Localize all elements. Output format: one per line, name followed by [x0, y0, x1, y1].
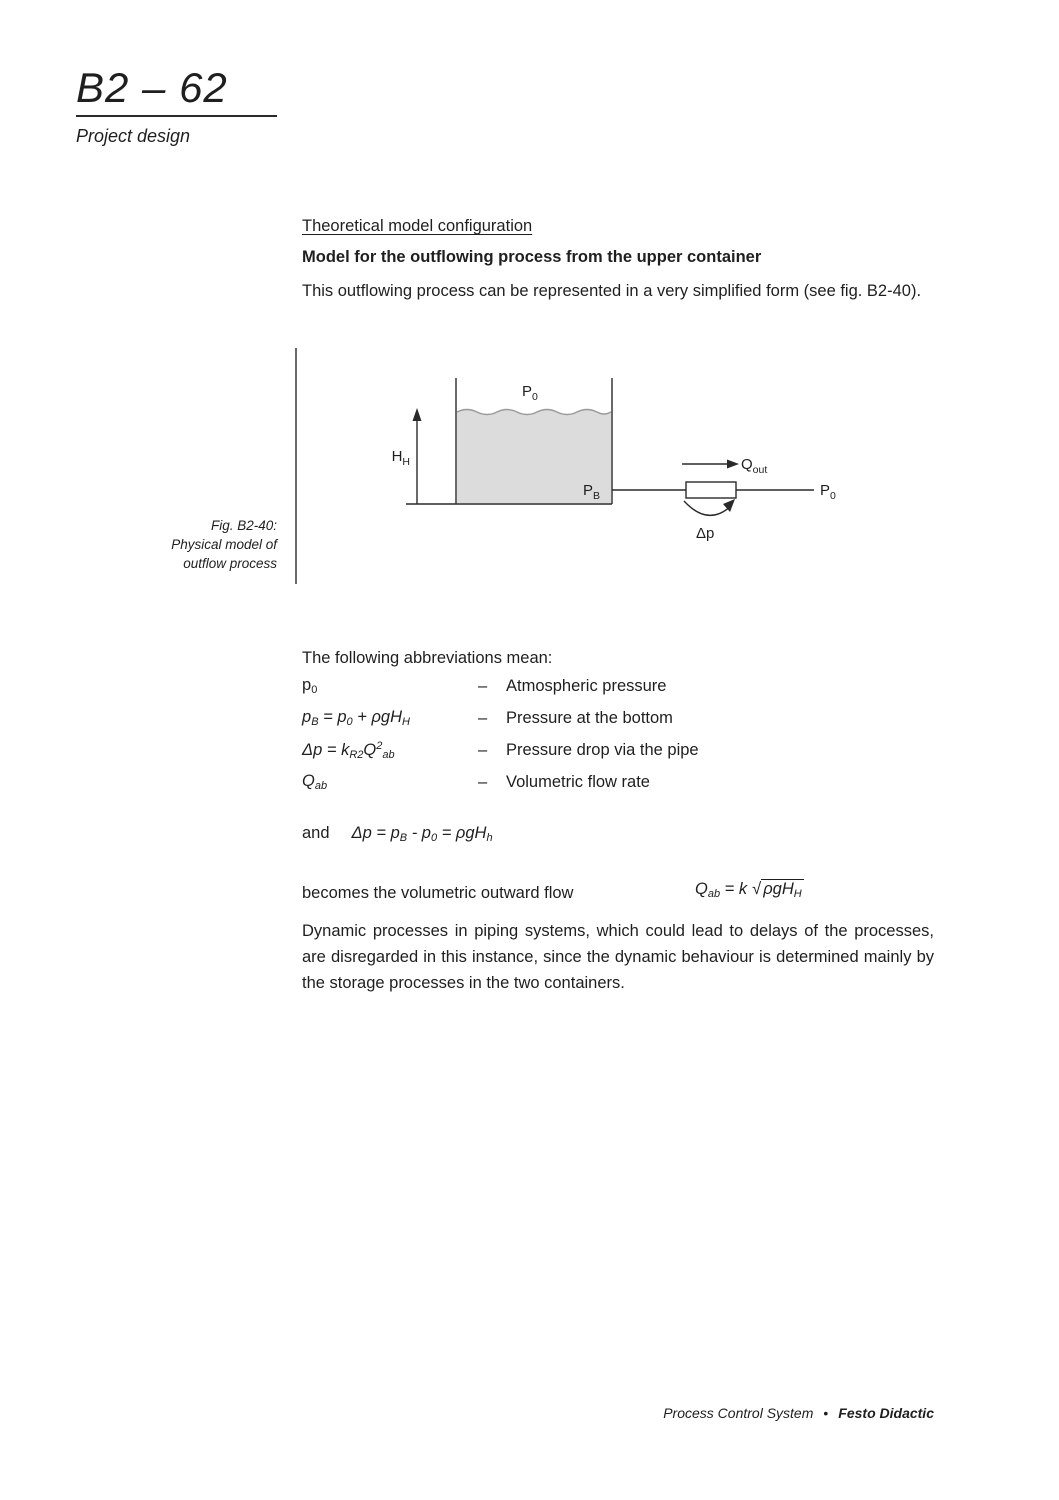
and-word: and [302, 824, 330, 842]
abbrev-symbol-qab: $Q_{ab}$ [302, 772, 328, 792]
page-header [76, 64, 277, 147]
abbrev-row-dp [302, 734, 934, 766]
footer-brand: Festo Didactic [838, 1405, 934, 1421]
heading-theoretical-model: Theoretical model configuration [302, 217, 533, 235]
section-title: Project design [76, 126, 191, 146]
orifice-rect [686, 482, 736, 498]
abbrev-symbol-dp: $\Delta p = k_{R2}Q^2_{ab}$ [302, 739, 395, 761]
delta-p-equation: $\Delta p = p_B - p_0 = \rho gH_h$ [351, 824, 493, 844]
page-footer [302, 1405, 934, 1421]
abbrev-dash: – [478, 676, 488, 695]
abbrev-description: Pressure drop via the pipe [506, 740, 699, 759]
page-number: B2 – 62 [76, 64, 228, 111]
abbrev-symbol-p0: $p_0$ [302, 676, 318, 696]
header-rule [76, 115, 277, 117]
abbrev-row-p0 [302, 670, 934, 702]
becomes-text: becomes the volumetric outward flow [302, 884, 574, 902]
flow-formula: $Q_{ab} = k$ √ ρgH$_H$ [695, 880, 802, 900]
becomes-line [302, 880, 934, 903]
abbrev-description: Volumetric flow rate [506, 772, 650, 791]
label-p0-right: $P_0$ [820, 482, 836, 502]
label-pb: $P_B$ [582, 482, 600, 502]
caption-line-2: Physical model of [171, 537, 277, 552]
abbrev-row-pb [302, 702, 934, 734]
heading-outflow-model: Model for the outflowing process from the upper container [302, 248, 762, 266]
label-hh: $H_H$ [391, 448, 410, 468]
height-arrowhead [413, 408, 422, 421]
qout-arrowhead [727, 460, 739, 469]
abbrev-description: Atmospheric pressure [506, 676, 667, 695]
and-line [302, 824, 493, 844]
radicand: ρgH$_H$ [763, 880, 802, 900]
footer-bullet: • [823, 1405, 829, 1421]
label-dp: Δp [696, 525, 715, 542]
dp-arc [684, 501, 731, 515]
abbreviations-table [302, 670, 934, 798]
abbrev-symbol-pb: $p_B = p_0 + \rho gH_H$ [302, 708, 410, 728]
abbrev-dash: – [478, 708, 488, 727]
abbrev-description: Pressure at the bottom [506, 708, 673, 727]
abbreviations-intro: The following abbreviations mean: [302, 649, 553, 667]
intro-paragraph: This outflowing process can be represented in a very simplified form (see fig. B2-40). [302, 282, 922, 300]
figure-caption [60, 516, 277, 573]
radical-sign: √ [752, 880, 762, 898]
label-p0-top: $P_0$ [522, 383, 538, 403]
label-qout: $Q_{out}$ [741, 456, 768, 476]
caption-line-3: outflow process [183, 556, 277, 571]
dynamic-paragraph: Dynamic processes in piping systems, which could lead to delays of the processes, are disregarded in this instance, since the dynamic behaviour is determined mainly by the storage processes in the two containers. [302, 922, 934, 992]
footer-product: Process Control System [663, 1405, 814, 1421]
outflow-diagram [294, 348, 942, 588]
abbrev-dash: – [478, 740, 488, 759]
abbrev-dash: – [478, 772, 488, 791]
caption-line-1: Fig. B2-40: [210, 518, 277, 533]
abbrev-row-qab [302, 766, 934, 798]
